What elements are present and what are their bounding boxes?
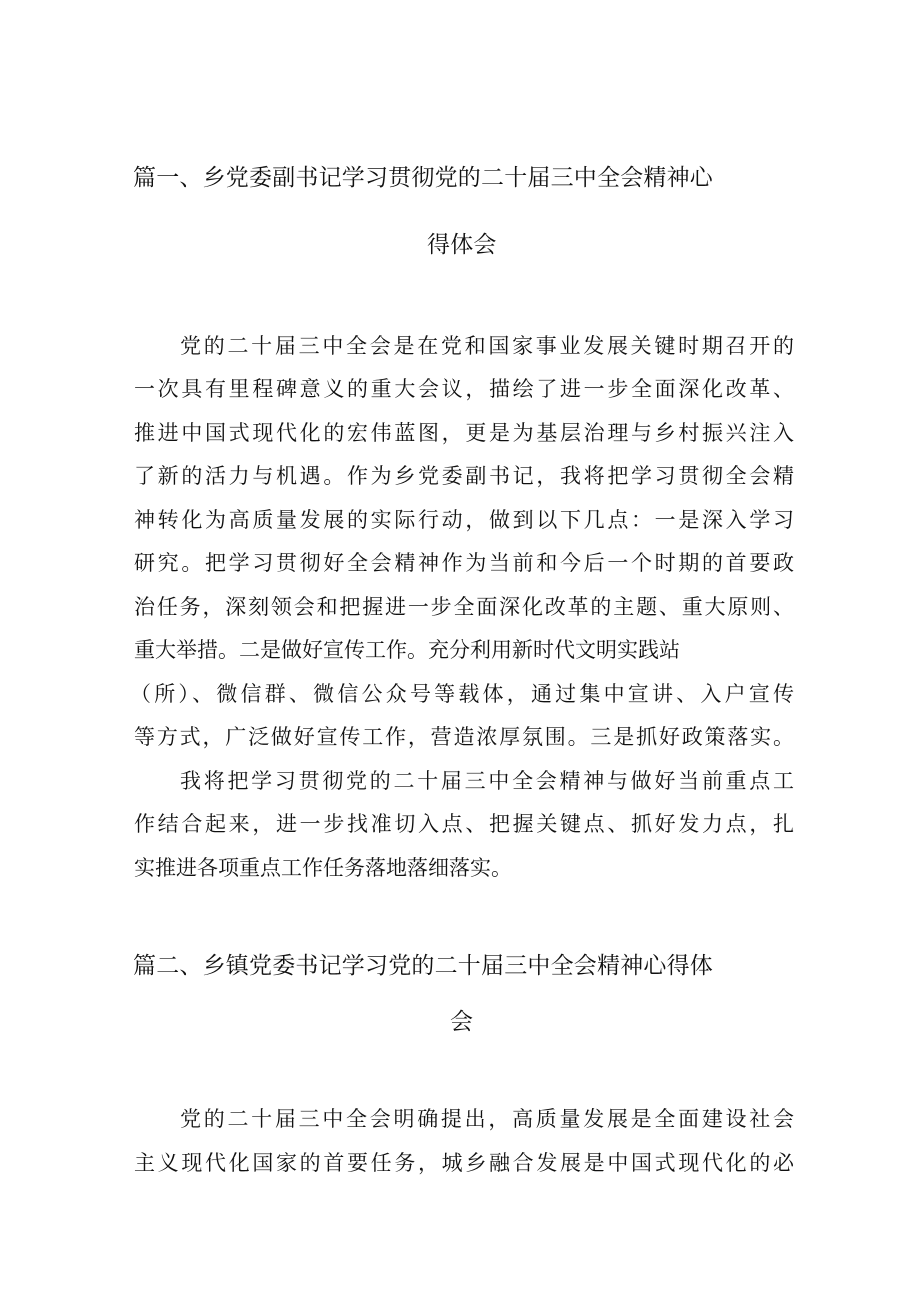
article1-para1-line: 等方式，广泛做好宣传工作，营造浓厚氛围。三是抓好政策落实。 (134, 725, 794, 749)
article2-title-line2: 会 (450, 1009, 474, 1035)
article1-title-line1: 篇一、乡党委副书记学习贯彻党的二十届三中全会精神心 (133, 165, 713, 191)
article1-para1-line: 治任务，深刻领会和把握进一步全面深化改革的主题、重大原则、 (134, 595, 794, 619)
article1-para2-line: 作结合起来，进一步找准切入点、把握关键点、抓好发力点，扎 (134, 812, 794, 836)
article2-title-line1: 篇二、乡镇党委书记学习党的二十届三中全会精神心得体 (133, 953, 713, 979)
article1-para1-line: 党的二十届三中全会是在党和国家事业发展关键时期召开的 (180, 334, 794, 358)
article1-para1-line: 神转化为高质量发展的实际行动，做到以下几点：一是深入学习 (134, 508, 794, 532)
article1-para1-line: （所）、微信群、微信公众号等载体，通过集中宣讲、入户宣传 (130, 682, 794, 706)
article1-para2-line: 实推进各项重点工作任务落地落细落实。 (134, 856, 512, 880)
article1-para1-line: 一次具有里程碑意义的重大会议，描绘了进一步全面深化改革、 (134, 377, 794, 401)
article1-para1-line: 推进中国式现代化的宏伟蓝图，更是为基层治理与乡村振兴注入 (134, 421, 794, 445)
article1-para1-line: 研究。把学习贯彻好全会精神作为当前和今后一个时期的首要政 (134, 551, 794, 575)
article2-para1-line: 主义现代化国家的首要任务，城乡融合发展是中国式现代化的必 (134, 1151, 794, 1175)
article2-para1-line: 党的二十届三中全会明确提出，高质量发展是全面建设社会 (180, 1107, 794, 1131)
article1-para2-line: 我将把学习贯彻党的二十届三中全会精神与做好当前重点工 (180, 769, 794, 793)
article1-title-line2: 得体会 (427, 232, 497, 258)
article1-para1-line: 重大举措。二是做好宣传工作。充分利用新时代文明实践站 (134, 638, 680, 662)
article1-para1-line: 了新的活力与机遇。作为乡党委副书记，我将把学习贯彻全会精 (134, 464, 794, 488)
